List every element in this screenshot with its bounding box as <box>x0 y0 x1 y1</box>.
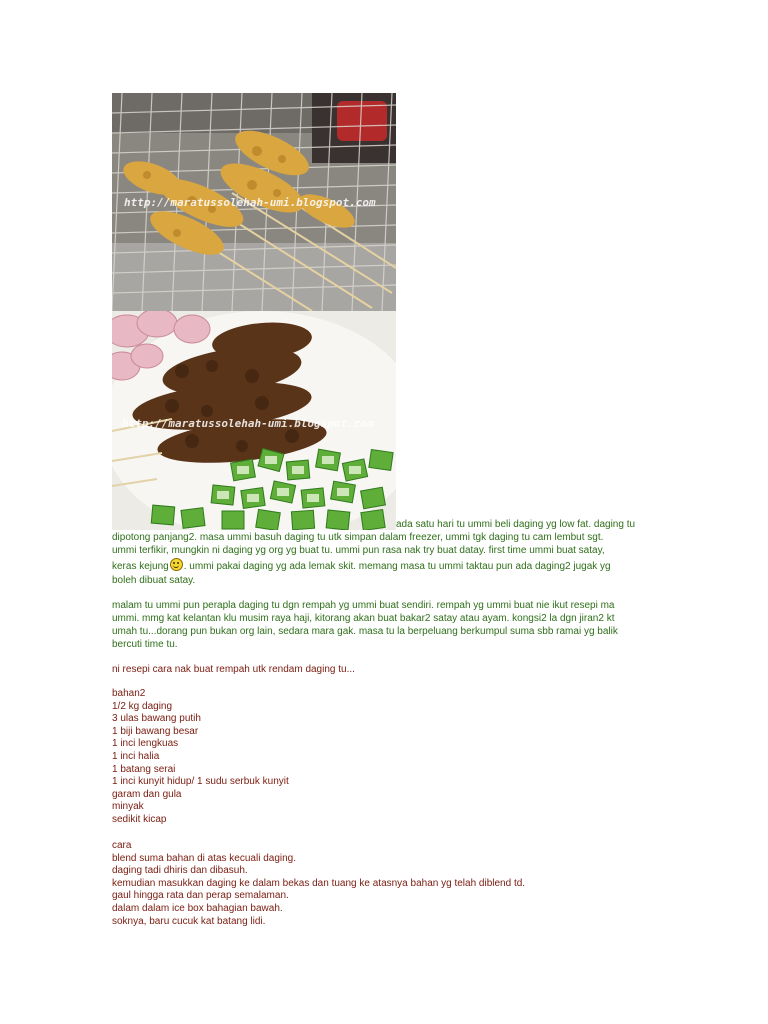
intro-paragraph <box>396 518 635 531</box>
ingredients-list <box>112 688 289 827</box>
story-line: malam tu ummi pun perapla daging tu dgn rempah yg ummi buat sendiri. rempah yg ummi buat nie ikut resepi ma <box>112 600 615 611</box>
intro-line: boleh dibuat satay. <box>112 575 196 586</box>
ingredient-item: 1 inci halia <box>112 750 160 762</box>
ingredient-item: minyak <box>112 801 144 813</box>
story-line: bercuti time tu. <box>112 639 178 650</box>
intro-paragraph-body <box>112 531 611 587</box>
ingredients-heading: bahan2 <box>112 688 146 699</box>
method-list <box>112 840 525 928</box>
smiley-emoticon-icon <box>170 558 183 571</box>
intro-line: ada satu hari tu ummi beli daging yg low fat. daging tu <box>396 519 636 530</box>
ingredient-item: sedikit kicap <box>112 813 167 825</box>
watermark-text: http://maratussolehah-umi.blogspot.com <box>124 196 376 209</box>
ingredient-item: garam dan gula <box>112 788 182 800</box>
method-step: gaul hingga rata dan perap semalaman. <box>112 890 289 902</box>
ingredient-item: 3 ulas bawang putih <box>112 713 201 725</box>
intro-line <box>112 558 611 574</box>
satay-grill-photo <box>112 93 396 311</box>
method-step: soknya, baru cucuk kat batang lidi. <box>112 915 266 927</box>
ingredient-item: 1 inci lengkuas <box>112 738 179 750</box>
method-step: daging tadi dhiris dan dibasuh. <box>112 865 248 877</box>
ingredient-item: 1 inci kunyit hidup/ 1 sudu serbuk kunyit <box>112 776 289 788</box>
ingredient-item: 1/2 kg daging <box>112 700 173 712</box>
intro-text: . ummi pakai daging yg ada lemak skit. memang masa tu ummi taktau pun ada daging2 jugak yg <box>183 561 611 572</box>
satay-plate-photo <box>112 311 396 530</box>
ingredient-item: 1 biji bawang besar <box>112 725 199 737</box>
story-line: ummi. mmg kat kelantan klu musim raya haji, kitorang akan buat bakar2 satay atau ayam. kongsi2 la dgn jiran2 kt <box>112 613 615 624</box>
story-paragraph <box>112 599 618 651</box>
intro-text: keras kejung <box>112 561 169 572</box>
method-heading: cara <box>112 840 132 851</box>
method-step: kemudian masukkan daging ke dalam bekas dan tuang ke atasnya bahan yg telah diblend td. <box>112 877 526 889</box>
recipe-intro <box>112 663 355 676</box>
method-step: blend suma bahan di atas kecuali daging. <box>112 852 297 864</box>
watermark-text: http://maratussolehah-umi.blogspot.com <box>122 417 374 430</box>
ingredient-item: 1 batang serai <box>112 763 176 775</box>
intro-line: dipotong panjang2. masa ummi basuh daging tu utk simpan dalam freezer, ummi tgk daging tu cam lembut sgt. <box>112 532 604 543</box>
recipe-intro-line: ni resepi cara nak buat rempah utk rendam daging tu... <box>112 664 355 675</box>
method-step: dalam dalam ice box bahagian bawah. <box>112 902 283 914</box>
intro-line: ummi terfikir, mungkin ni daging yg org yg buat tu. ummi pun rasa nak try buat datay. first time ummi buat satay, <box>112 545 605 556</box>
story-line: umah tu...dorang pun bukan org lain, sedara mara gak. masa tu la berpeluang berkumpul suma sbb ramai yg balik <box>112 626 618 637</box>
